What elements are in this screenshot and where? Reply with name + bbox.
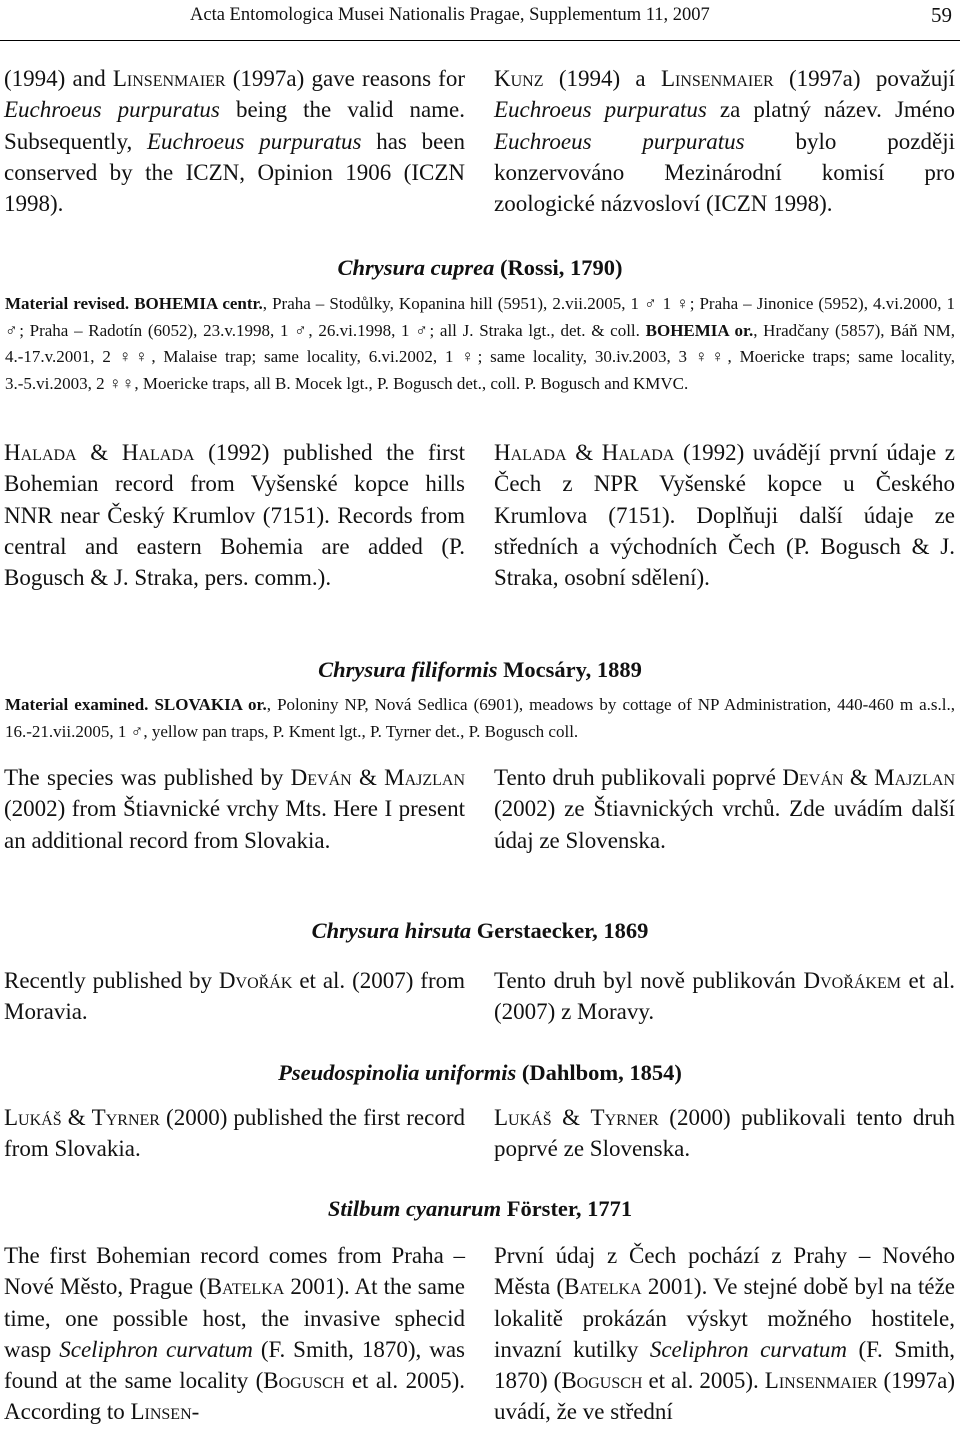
text-run: Material examined. [5, 695, 149, 714]
text-run: Mocsáry, 1889 [503, 657, 642, 682]
text-run: (2002) from Štiavnické vrchy Mts. Here I present an additional record from Slovakia. [4, 796, 465, 853]
author-ref: Bogusch [263, 1368, 345, 1394]
text-run: 2001). At the same time, one possible host, the invasive sphecid wasp [4, 1274, 465, 1362]
text-run: , Poloniny NP, Nová Sedlica (6901), meadows by cottage of NP Administration, 440-460 m a.s.l., 16.-21.vii.2005, 1 ♂, yellow pan traps, P. Kment lgt., P. Tyrner det., P. Bogusch coll. [5, 695, 956, 741]
pseudospinolia-cz-paragraph [494, 1102, 955, 1165]
text-run: & [90, 440, 109, 465]
species-name: Euchroeus purpuratus [494, 128, 745, 154]
records-cuprea [5, 291, 955, 397]
text-run: za platný název. Jméno [719, 97, 955, 123]
text-run: bylo později konzervováno Mezinárodní komisí pro zoologické názvosloví (ICZN 1998). [494, 128, 955, 217]
text-run: has been conserved by the ICZN, Opinion 1906 (ICZN 1998). [4, 128, 466, 217]
species-name: Sceliphron curvatum [59, 1336, 253, 1362]
text-run: První údaj z Čech pochází z Prahy – Nového Města ( [494, 1243, 955, 1300]
author-ref: Batelka [564, 1274, 642, 1300]
text-run: , Hradčany (5857), Báň NM, 4.-17.v.2001, 2 ♀♀, Malaise trap; same locality, 6.vi.2002, 1 ♀; same locality, 30.iv.2003, 3 ♀♀, Moericke traps; same locality, 3.-5.vi.2003, 2 ♀♀, Moericke traps, all B. Mocek lgt., P. Bogusch det., coll. P. Bogusch and KMVC. [5, 320, 955, 393]
text-run: & [359, 765, 377, 790]
species-name: Euchroeus purpuratus [4, 97, 220, 123]
text-run: Tento druh byl nově publikován [494, 968, 796, 993]
text-run: Stilbum cyanurum [327, 1196, 502, 1221]
text-run: & [67, 1105, 86, 1130]
text-run: (2000) publikovali tento druh poprvé ze Slovenska. [494, 1105, 956, 1162]
text-run: & [575, 440, 594, 465]
running-header [0, 0, 960, 44]
page-number: 59 [931, 3, 952, 27]
pseudospinolia-en-paragraph [4, 1102, 465, 1165]
author-ref: Bogusch [561, 1368, 643, 1394]
journal-title: Acta Entomologica Musei Nationalis Pragae, Supplementum 11, 2007 [190, 5, 710, 25]
author-ref: Halada [4, 440, 77, 465]
text-run: 2001). Ve stejné době byl na téže lokalitě prokázán výskyt možného hostitele, invazní kutilky [494, 1274, 956, 1362]
intro-cz-paragraph [494, 63, 955, 219]
text-run: Chrysura filiformis [318, 657, 498, 682]
author-ref: Linsen- [130, 1399, 200, 1425]
text-run: being the valid name. Subsequently, [4, 97, 466, 154]
author-ref: Tyrner [590, 1105, 659, 1130]
text-run: (1997a) uvádí, že ve střední [494, 1368, 956, 1425]
stilbum-cz-paragraph [494, 1240, 955, 1428]
author-ref: Halada [601, 440, 675, 465]
species-name: Sceliphron curvatum [649, 1336, 847, 1362]
records-filiformis [5, 692, 955, 745]
author-ref: Batelka [206, 1274, 285, 1300]
author-ref: Deván [782, 765, 844, 790]
author-ref: Deván [290, 765, 352, 790]
text-run: SLOVAKIA or. [154, 695, 267, 714]
text-run: et al. 2005). [648, 1368, 759, 1394]
hirsuta-en-paragraph [4, 965, 465, 1028]
cuprea-cz-paragraph [494, 437, 955, 593]
author-ref: Halada [121, 440, 195, 465]
text-run: (F. Smith, 1870) ( [494, 1336, 955, 1394]
filiformis-en-paragraph [4, 762, 465, 856]
text-run: Pseudospinolia uniformis [278, 1060, 517, 1085]
species-name: Euchroeus purpuratus [494, 97, 707, 123]
text-run: Material revised. [5, 294, 130, 313]
text-run: BOHEMIA or. [645, 320, 754, 340]
author-ref: Kunz [494, 66, 544, 91]
text-run: Tento druh publikovali poprvé [494, 765, 776, 790]
author-ref: Majzlan [384, 765, 466, 790]
cuprea-en-paragraph [4, 437, 465, 593]
text-run: Recently published by [4, 968, 212, 993]
text-run: & [562, 1105, 581, 1130]
text-run: (1997a) gave reasons for [232, 66, 466, 91]
section-heading-hirsuta [0, 918, 960, 944]
text-run: Förster, 1771 [506, 1196, 633, 1221]
text-run: et al. (2007) z Moravy. [494, 968, 956, 1025]
header-rule [0, 40, 960, 41]
text-run: The first Bohemian record comes from Praha – Nové Město, Prague ( [4, 1243, 465, 1300]
text-run: (Rossi, 1790) [500, 255, 623, 280]
text-run: (2002) ze Štiavnických vrchů. Zde uvádím další údaj ze Slovenska. [494, 796, 955, 853]
section-heading-filiformis [0, 657, 960, 683]
section-heading-stilbum [0, 1196, 960, 1222]
filiformis-cz-paragraph [494, 762, 955, 856]
author-ref: Linsenmaier [112, 66, 226, 91]
text-run: & [849, 765, 868, 790]
text-run: , Praha – Stodůlky, Kopanina hill (5951), 2.vii.2005, 1 ♂ 1 ♀; Praha – Jinonice (5952), 4.vi.2000, 1 ♂; Praha – Radotín (6052), 23.v.1998, 1 ♂, 26.vi.1998, 1 ♂; all J. Straka lgt., det. & coll. [5, 294, 955, 340]
section-heading-pseudospinolia [0, 1060, 960, 1086]
hirsuta-cz-paragraph [494, 965, 955, 1028]
intro-en-paragraph [4, 63, 465, 219]
stilbum-en-paragraph [4, 1240, 465, 1428]
text-run: BOHEMIA centr. [134, 294, 263, 313]
text-run: (Dahlbom, 1854) [521, 1060, 682, 1085]
text-run: The species was published by [4, 765, 284, 790]
author-ref: Lukáš [494, 1105, 552, 1130]
text-run: (1994) and [4, 66, 106, 91]
author-ref: Dvořákem [803, 968, 901, 993]
text-run: Chrysura cuprea [337, 255, 495, 280]
author-ref: Linsenmaier [764, 1368, 878, 1394]
author-ref: Tyrner [91, 1105, 160, 1130]
text-run: Gerstaecker, 1869 [476, 918, 649, 943]
section-heading-cuprea [0, 255, 960, 281]
text-run: (2000) published the first record from Slovakia. [4, 1105, 465, 1162]
author-ref: Linsenmaier [660, 66, 774, 91]
author-ref: Dvořák [218, 968, 293, 993]
species-name: Euchroeus purpuratus [146, 128, 362, 154]
text-run: et al. 2005). According to [4, 1368, 465, 1425]
text-run: (F. Smith, 1870), was found at the same locality ( [4, 1336, 466, 1394]
author-ref: Halada [494, 440, 567, 465]
text-run: (1992) published the first Bohemian record from Vyšenské kopce hills NNR near Český Krumlov (7151). Records from central and eastern Bohemia are added (P. Bogusch & J. Straka, pers. comm.). [4, 440, 466, 591]
text-run: (1997a) považují [789, 66, 956, 91]
text-run: Chrysura hirsuta [311, 918, 472, 943]
text-run: (1992) uvádějí první údaje z Čech z NPR Vyšenské kopce u Českého Krumlova (7151). Doplňuji další údaje ze středních a východních Čech (P. Bogusch & J. Straka, osobní sdělení). [494, 440, 956, 591]
author-ref: Majzlan [874, 765, 956, 790]
text-run: et al. (2007) from Moravia. [4, 968, 466, 1025]
text-run: (1994) a [558, 66, 646, 91]
author-ref: Lukáš [4, 1105, 62, 1130]
